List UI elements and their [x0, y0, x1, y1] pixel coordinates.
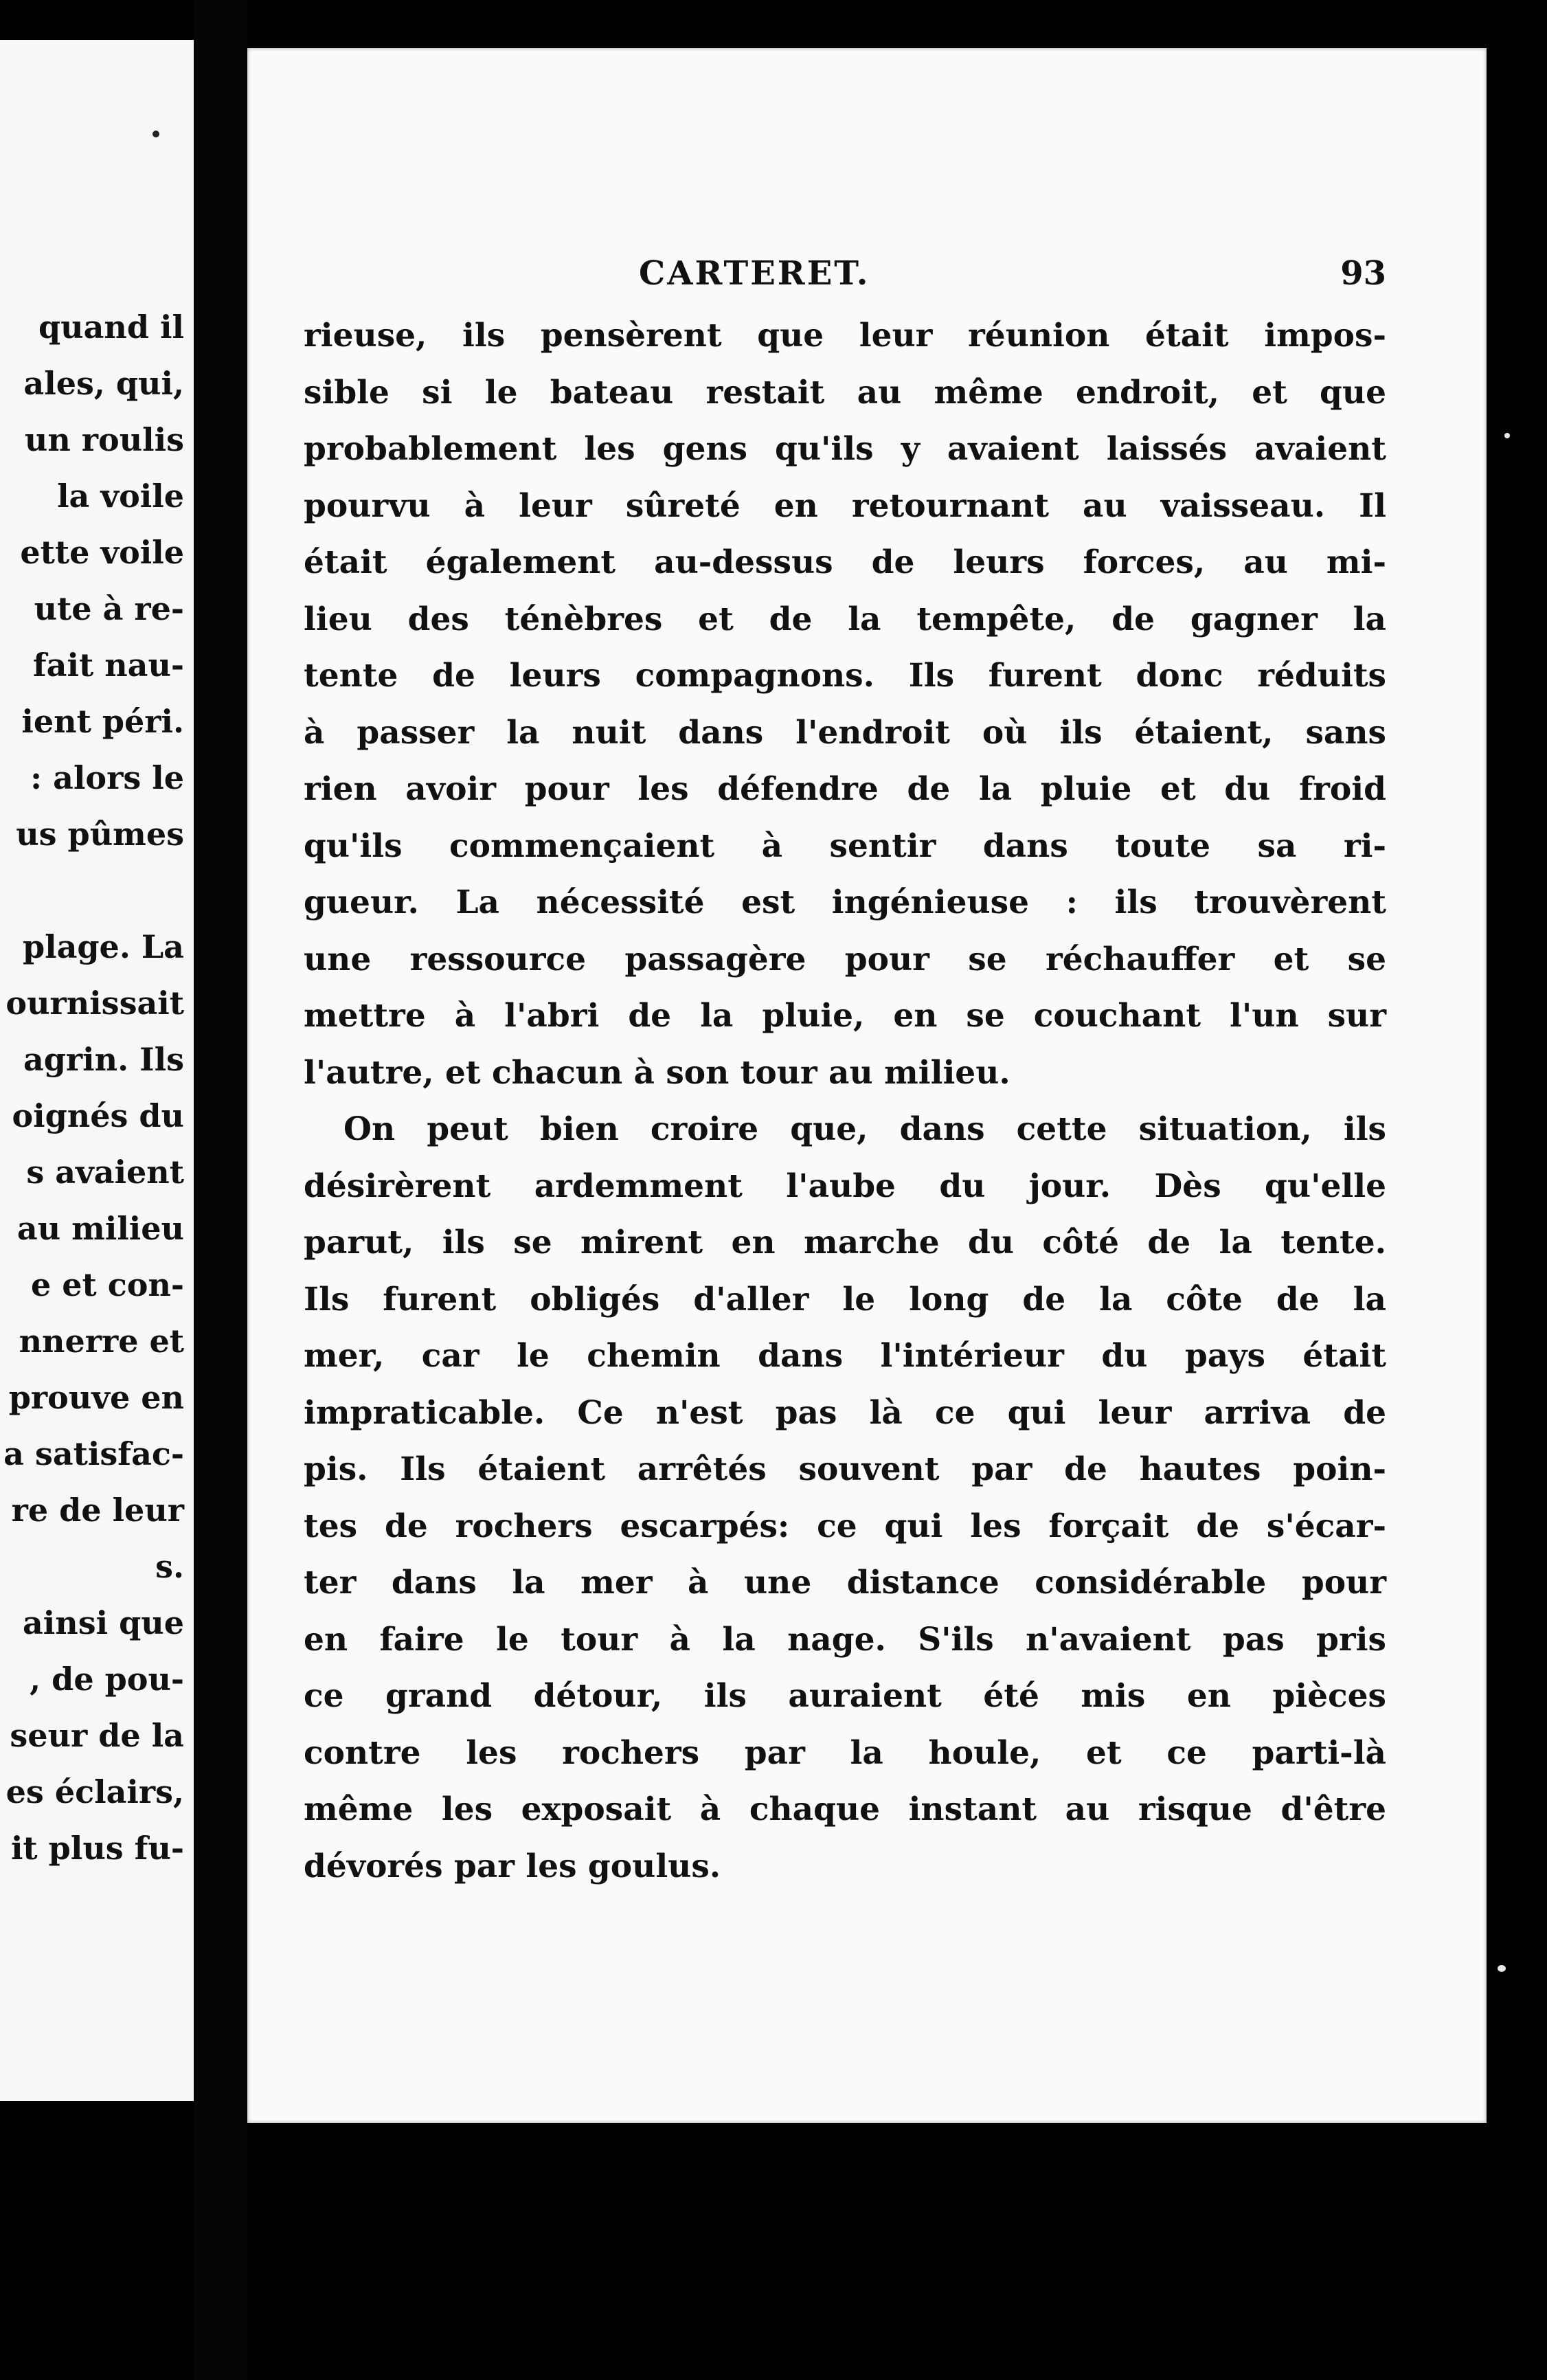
text-line: à passer la nuit dans l'endroit où ils étaient, sans — [304, 713, 1386, 752]
scan-border — [1487, 0, 1547, 2380]
left-page-line: seur de la — [10, 1717, 184, 1754]
text-line: mettre à l'abri de la pluie, en se couchant l'un sur — [304, 997, 1386, 1035]
text-line: lieu des ténèbres et de la tempête, de gagner la — [304, 600, 1386, 638]
left-page-line: es éclairs, — [5, 1773, 184, 1810]
left-page-line: ainsi que — [23, 1604, 184, 1641]
left-page-line: ales, qui, — [23, 365, 184, 402]
left-page-line: us pûmes — [16, 816, 184, 853]
main-page — [247, 48, 1487, 2123]
left-page-line: agrin. Ils — [23, 1041, 184, 1078]
dust-speck — [153, 131, 159, 137]
running-head — [247, 254, 1487, 316]
left-page-line: e et con- — [30, 1266, 184, 1303]
left-page-line: ournissait — [5, 985, 184, 1022]
text-line: ter dans la mer à une distance considérable pour — [304, 1564, 1386, 1602]
left-page-line: nnerre et — [19, 1323, 184, 1360]
left-page-fragment — [0, 40, 194, 2101]
dust-speck — [1498, 1965, 1506, 1972]
text-line: même les exposait à chaque instant au risque d'être — [304, 1790, 1386, 1828]
left-page-line: plage. La — [22, 928, 184, 965]
left-page-line: la voile — [57, 478, 184, 515]
text-line: On peut bien croire que, dans cette situation, ils — [343, 1110, 1386, 1148]
text-line: rien avoir pour les défendre de la pluie et du froid — [304, 770, 1386, 808]
left-page-line: a satisfac- — [3, 1435, 184, 1472]
text-line: ce grand détour, ils auraient été mis en pièces — [304, 1677, 1386, 1715]
text-line: parut, ils se mirent en marche du côté de la tente. — [304, 1224, 1386, 1261]
left-page-line: s. — [155, 1548, 184, 1585]
text-line: était également au-dessus de leurs forces, au mi- — [304, 543, 1386, 581]
text-line: en faire le tour à la nage. S'ils n'avaient pas pris — [304, 1620, 1386, 1659]
text-line: pourvu à leur sûreté en retournant au vaisseau. Il — [304, 486, 1386, 525]
left-page-line: ute à re- — [34, 590, 184, 627]
running-title: CARTERET. — [639, 254, 870, 293]
left-page-line: quand il — [38, 308, 184, 346]
text-line: gueur. La nécessité est ingénieuse : ils trouvèrent — [304, 884, 1386, 921]
text-line: rieuse, ils pensèrent que leur réunion était impos- — [304, 317, 1386, 355]
text-line: désirèrent ardemment l'aube du jour. Dès qu'elle — [304, 1167, 1386, 1205]
left-page-line: un roulis — [24, 421, 184, 458]
body-text — [304, 308, 1386, 1895]
text-line: contre les rochers par la houle, et ce parti-là — [304, 1733, 1386, 1772]
left-page-line: , de pou- — [30, 1661, 184, 1698]
left-page-line: prouve en — [8, 1379, 184, 1416]
dust-speck — [1504, 433, 1510, 438]
text-line: tes de rochers escarpés: ce qui les forçait de s'écar- — [304, 1507, 1386, 1545]
left-page-line: au milieu — [16, 1210, 184, 1247]
text-line: impraticable. Ce n'est pas là ce qui leur arriva de — [304, 1393, 1386, 1432]
left-page-line: it plus fu- — [10, 1830, 184, 1867]
left-page-line: re de leur — [11, 1492, 184, 1529]
text-line: l'autre, et chacun à son tour au milieu. — [304, 1053, 1010, 1092]
book-gutter — [194, 0, 247, 2380]
left-page-line: s avaient — [26, 1154, 184, 1191]
left-page-line: : alors le — [30, 759, 184, 796]
left-page-line: ient péri. — [21, 703, 184, 740]
text-line: sible si le bateau restait au même endroit, et que — [304, 373, 1386, 412]
left-page-line: oignés du — [12, 1097, 184, 1134]
left-page-line: ette voile — [20, 534, 184, 571]
text-line: dévorés par les goulus. — [304, 1847, 721, 1885]
left-page-line: fait nau- — [32, 647, 184, 684]
text-line: Ils furent obligés d'aller le long de la côte de la — [304, 1280, 1386, 1318]
text-line: une ressource passagère pour se réchauffer et se — [304, 940, 1386, 978]
page-number: 93 — [1340, 254, 1386, 293]
text-line: qu'ils commençaient à sentir dans toute sa ri- — [304, 827, 1386, 865]
text-line: pis. Ils étaient arrêtés souvent par de hautes poin- — [304, 1450, 1386, 1488]
text-line: mer, car le chemin dans l'intérieur du pays était — [304, 1337, 1386, 1375]
text-line: tente de leurs compagnons. Ils furent donc réduits — [304, 657, 1386, 695]
text-line: probablement les gens qu'ils y avaient laissés avaient — [304, 430, 1386, 468]
